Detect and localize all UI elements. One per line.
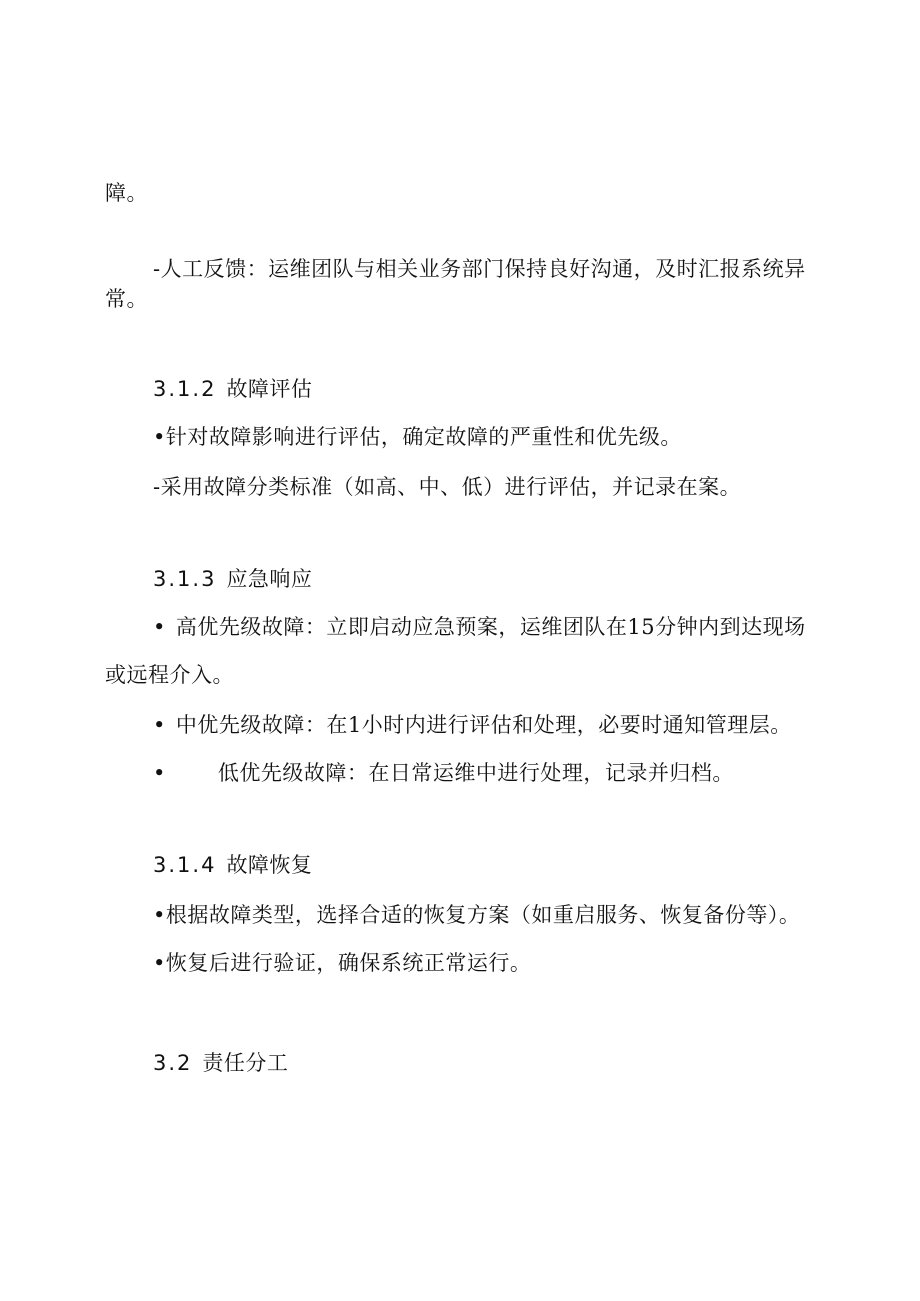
- section-title: 应急响应: [226, 567, 313, 591]
- list-item-low-priority: [153, 760, 734, 786]
- section-title: 责任分工: [202, 1051, 289, 1075]
- section-title: 故障评估: [226, 377, 313, 401]
- list-item-high-priority: [153, 614, 806, 640]
- bullet-icon: •: [153, 615, 166, 639]
- list-item-text: 中优先级故障：在1小时内进行评估和处理，必要时通知管理层。: [175, 713, 792, 737]
- bullet-icon: •: [153, 713, 166, 737]
- list-item-continuation: 或远程介入。: [105, 663, 234, 687]
- section-number: 3.1.2: [153, 377, 217, 401]
- paragraph-continuation: 障。: [105, 181, 148, 205]
- section-heading-3-1-4: [153, 852, 312, 878]
- section-title: 故障恢复: [226, 853, 313, 877]
- section-number: 3.1.4: [153, 853, 217, 877]
- manual-feedback-line: -人工反馈：运维团队与相关业务部门保持良好沟通，及时汇报系统异: [153, 257, 806, 281]
- list-item-medium-priority: [153, 712, 792, 738]
- list-item-text: 低优先级故障：在日常运维中进行处理，记录并归档。: [217, 761, 734, 785]
- list-item: -采用故障分类标准（如高、中、低）进行评估，并记录在案。: [153, 475, 742, 499]
- section-number: 3.2: [153, 1051, 193, 1075]
- section-heading-3-1-2: [153, 376, 312, 402]
- section-heading-3-1-3: [153, 566, 312, 592]
- list-item: •根据故障类型，选择合适的恢复方案（如重启服务、恢复备份等）。: [153, 903, 801, 927]
- section-number: 3.1.3: [153, 567, 217, 591]
- section-heading-3-2: [153, 1050, 288, 1076]
- list-item: •恢复后进行验证，确保系统正常运行。: [153, 951, 532, 975]
- manual-feedback-continuation: 常。: [105, 287, 148, 311]
- list-item-text: 高优先级故障：立即启动应急预案，运维团队在15分钟内到达现场: [175, 615, 806, 639]
- list-item: •针对故障影响进行评估，确定故障的严重性和优先级。: [153, 425, 682, 449]
- bullet-icon: •: [153, 761, 166, 785]
